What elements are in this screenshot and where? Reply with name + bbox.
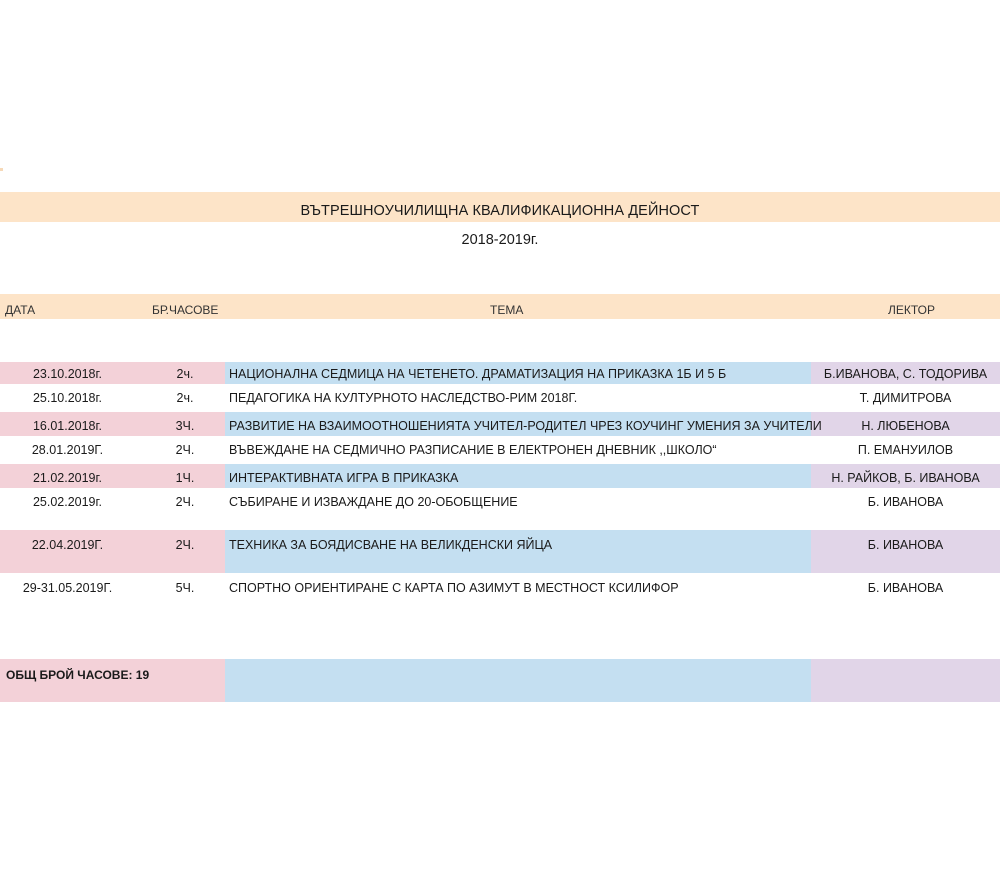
column-header-lecturer: ЛЕКТОР (888, 303, 935, 317)
row-hours: 2Ч. (175, 443, 195, 457)
total-shade-middle (225, 659, 811, 702)
row-hours: 2ч. (176, 367, 194, 381)
row-topic: ВЪВЕЖДАНЕ НА СЕДМИЧНО РАЗПИСАНИЕ В ЕЛЕКТРОНЕН ДНЕВНИК ,,ШКОЛО“ (229, 443, 717, 457)
row-lecturer: Б. ИВАНОВА (867, 581, 944, 595)
row-date: 21.02.2019г. (32, 471, 103, 485)
row-topic: ТЕХНИКА ЗА БОЯДИСВАНЕ НА ВЕЛИКДЕНСКИ ЯЙЦА (229, 538, 553, 552)
row-date: 25.10.2018г. (32, 391, 103, 405)
row-lecturer: Б. ИВАНОВА (867, 538, 944, 552)
table-row (0, 573, 1000, 609)
row-lecturer: Т. ДИМИТРОВА (859, 391, 952, 405)
row-topic: НАЦИОНАЛНА СЕДМИЦА НА ЧЕТЕНЕТО. ДРАМАТИЗАЦИЯ НА ПРИКАЗКА 1Б И 5 Б (229, 367, 727, 381)
row-topic: ПЕДАГОГИКА НА КУЛТУРНОТО НАСЛЕДСТВО-РИМ 2018Г. (229, 391, 578, 405)
row-hours: 2Ч. (175, 495, 195, 509)
table-row (0, 530, 1000, 573)
row-date: 29-31.05.2019Г. (22, 581, 113, 595)
table-row (0, 464, 1000, 488)
row-lecturer: Б. ИВАНОВА (867, 495, 944, 509)
row-topic: РАЗВИТИЕ НА ВЗАИМООТНОШЕНИЯТА УЧИТЕЛ-РОДИТЕЛ ЧРЕЗ КОУЧИНГ УМЕНИЯ ЗА УЧИТЕЛИ (229, 419, 822, 433)
total-band (0, 659, 1000, 702)
table-row (0, 488, 1000, 518)
row-lecturer: Б.ИВАНОВА, С. ТОДОРИВА (823, 367, 988, 381)
page-title: ВЪТРЕШНОУЧИЛИЩНА КВАЛИФИКАЦИОННА ДЕЙНОСТ (300, 203, 700, 219)
row-hours: 2Ч. (175, 538, 195, 552)
total-hours: ОБЩ БРОЙ ЧАСОВЕ: 19 (6, 668, 150, 682)
column-header-topic: ТЕМА (490, 303, 524, 317)
row-lecturer: Н. РАЙКОВ, Б. ИВАНОВА (831, 471, 980, 485)
row-date: 28.01.2019Г. (31, 443, 104, 457)
table-row (0, 412, 1000, 436)
row-date: 23.10.2018г. (32, 367, 103, 381)
row-lecturer: Н. ЛЮБЕНОВА (861, 419, 950, 433)
row-date: 16.01.2018г. (32, 419, 103, 433)
row-date: 22.04.2019Г. (31, 538, 104, 552)
table-row (0, 384, 1000, 412)
row-hours: 3Ч. (175, 419, 195, 433)
row-hours: 2ч. (176, 391, 194, 405)
column-header-date: ДАТА (5, 303, 36, 317)
column-header-hours: БР.ЧАСОВЕ (152, 303, 219, 317)
row-hours: 5Ч. (175, 581, 195, 595)
table-row (0, 436, 1000, 462)
row-hours: 1Ч. (175, 471, 195, 485)
row-topic: СПОРТНО ОРИЕНТИРАНЕ С КАРТА ПО АЗИМУТ В МЕСТНОСТ КСИЛИФОР (229, 581, 679, 595)
row-lecturer: П. ЕМАНУИЛОВ (857, 443, 954, 457)
decorative-dot (0, 168, 3, 171)
school-year: 2018-2019г. (461, 232, 539, 248)
row-topic: ИНТЕРАКТИВНАТА ИГРА В ПРИКАЗКА (229, 471, 459, 485)
table-row (0, 362, 1000, 384)
row-topic: СЪБИРАНЕ И ИЗВАЖДАНЕ ДО 20-ОБОБЩЕНИЕ (229, 495, 518, 509)
total-shade-right (811, 659, 1000, 702)
row-date: 25.02.2019г. (32, 495, 103, 509)
